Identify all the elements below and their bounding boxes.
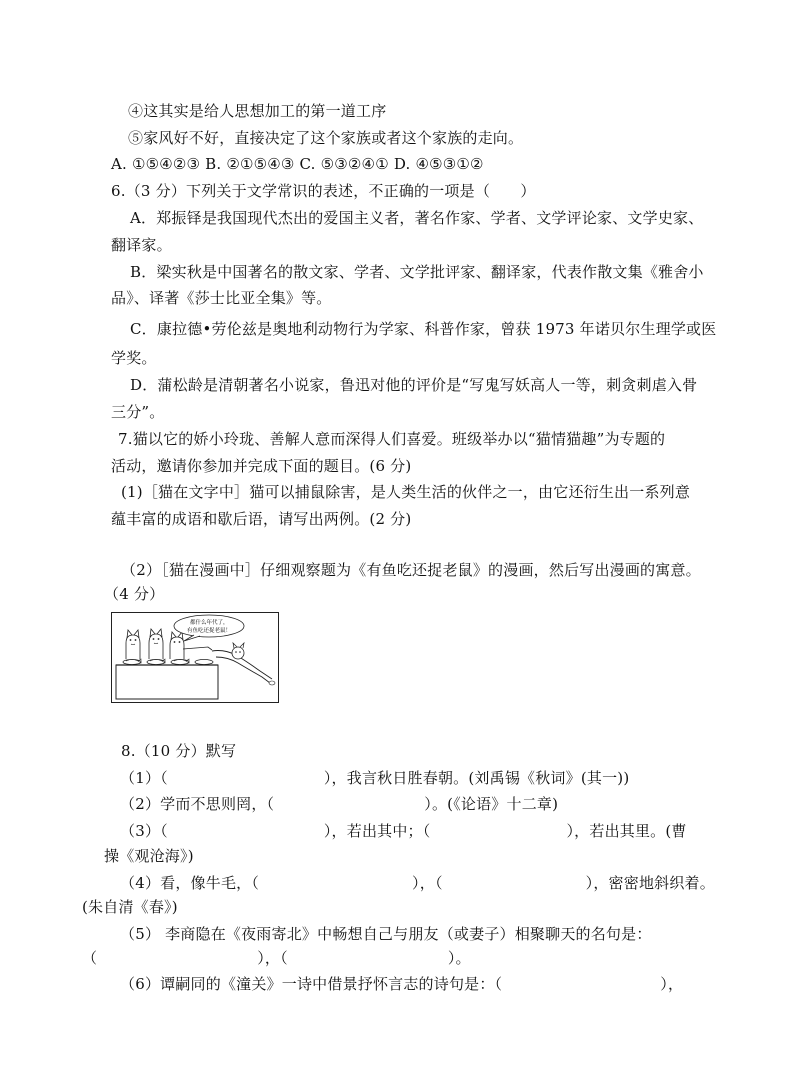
q8-item-2: （2）学而不思则罔，（ ）。(《论语》十二章) [120,795,559,813]
question-7-sub-2: （2）［猫在漫画中］仔细观察题为《有鱼吃还捉老鼠》的漫画，然后写出漫画的寓意。 [121,561,701,579]
question-7-sub-2-cont: （4 分） [104,585,165,603]
question-7-stem: 7.猫以它的娇小玲珑、善解人意而深得人们喜爱。班级举办以“猫情猫趣”为专题的 [118,430,666,448]
bubble-line-1: 都什么年代了， [190,620,229,626]
question-6-option-b: B．梁实秋是中国著名的散文家、学者、文学批评家、翻译家，代表作散文集《雅舍小 [130,263,704,281]
q8-item-6: （6）谭嗣同的《潼关》一诗中借景抒怀言志的诗句是：（ ）， [120,975,684,993]
question-7-sub-1-cont: 蕴丰富的成语和歇后语，请写出两例。(2 分) [111,510,412,528]
question-6-option-a-cont: 翻译家。 [111,236,172,254]
question-7-stem-cont: 活动，邀请你参加并完成下面的题目。(6 分) [111,457,412,475]
q8-item-4: （4）看，像牛毛，（ ），（ ），密密地斜织着。 [120,874,715,892]
question-6-option-c: C．康拉德•劳伦兹是奥地利动物行为学家、科普作家，曾获 1973 年诺贝尔生理学或医 [130,320,717,338]
q8-item-5: （5） 李商隐在《夜雨寄北》中畅想自己与朋友（或妻子）相聚聊天的名句是： [120,925,652,943]
question-6-option-d-cont: 三分”。 [111,403,165,421]
passage-sentence-5: ⑤家风好不好，直接决定了这个家族或者这个家族的走向。 [128,129,524,147]
q8-item-3: （3）（ ），若出其中；（ ），若出其里。(曹 [120,822,687,840]
q8-item-5-blanks: （ ），（ ）。 [82,949,471,967]
question-6-option-c-cont: 学奖。 [111,349,157,367]
cartoon-drawing [112,613,278,702]
question-8-stem: 8.（10 分）默写 [121,742,237,760]
passage-sentence-4: ④这其实是给人思想加工的第一道工序 [128,102,387,120]
question-6-option-b-cont: 品》、译著《莎士比亚全集》等。 [111,289,332,307]
question-6-stem: 6.（3 分）下列关于文学常识的表述，不正确的一项是（ ） [111,182,536,200]
bubble-line-2: 有鱼吃还捉老鼠！ [187,628,232,634]
question-6-option-a: A．郑振铎是我国现代杰出的爱国主义者，著名作家、学者、文学评论家、文学史家、 [130,209,704,227]
q8-item-1: （1）（ ），我言秋日胜春朝。(刘禹锡《秋词》(其一)) [120,769,630,787]
q8-item-4-cont: (朱自清《春》) [82,898,178,916]
question-6-option-d: D．蒲松龄是清朝著名小说家，鲁迅对他的评价是“写鬼写妖高人一等，刺贪刺虐入骨 [130,376,698,394]
question-7-sub-1: (1)［猫在文字中］猫可以捕鼠除害，是人类生活的伙伴之一，由它还衍生出一系列意 [121,483,691,501]
q5-options: A. ①⑤④②③ B. ②①⑤④③ C. ⑤③②④① D. ④⑤③①② [111,155,484,173]
q8-item-3-cont: 操《观沧海》) [104,847,194,865]
cartoon-image [111,612,279,703]
